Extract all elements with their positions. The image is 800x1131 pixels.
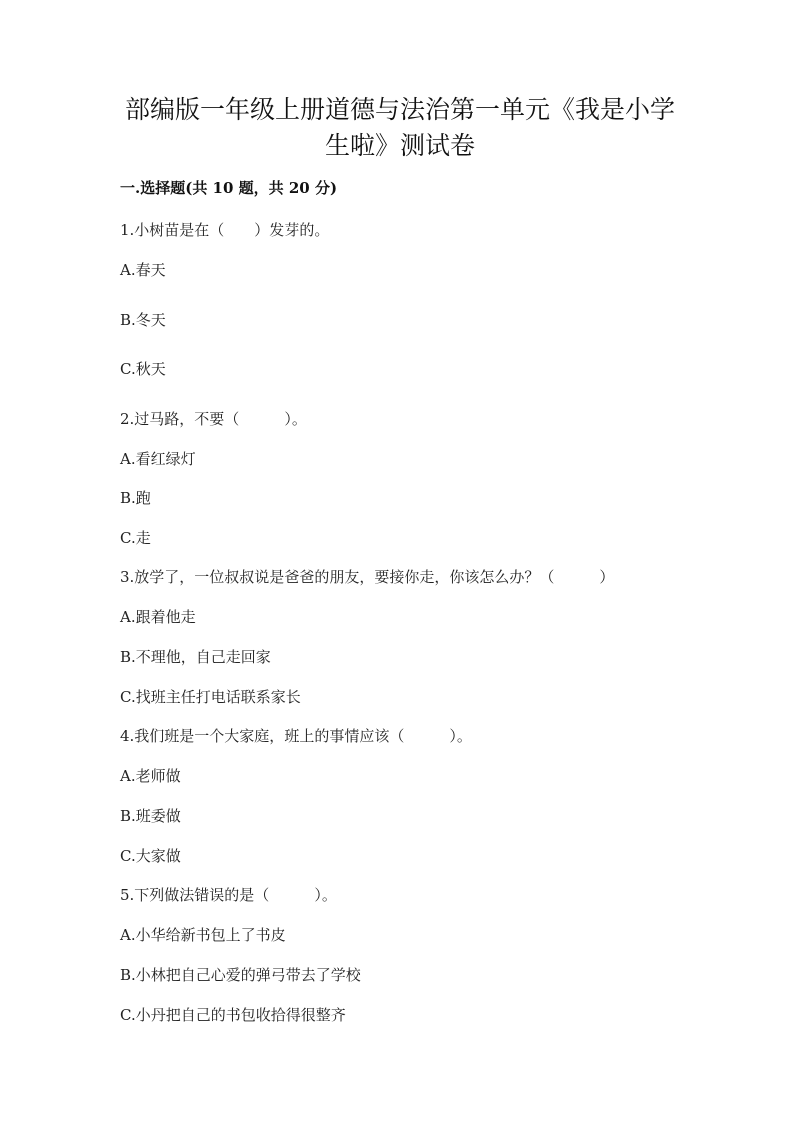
option-item: A.小华给新书包上了书皮 xyxy=(120,926,286,944)
question-stem: 3.放学了，一位叔叔说是爸爸的朋友，要接你走，你该怎么办？（ ） xyxy=(120,568,615,586)
option-item: B.冬天 xyxy=(120,311,166,329)
option-item: B.跑 xyxy=(120,489,151,507)
option-item: A.春天 xyxy=(120,261,166,279)
option-item: A.跟着他走 xyxy=(120,608,196,626)
question-stem: 1.小树苗是在（ ）发芽的。 xyxy=(120,221,330,239)
question-stem: 4.我们班是一个大家庭，班上的事情应该（ ）。 xyxy=(120,727,472,745)
question-stem: 5.下列做法错误的是（ ）。 xyxy=(120,886,337,904)
option-item: C.大家做 xyxy=(120,847,181,865)
title-line-2: 生啦》测试卷 xyxy=(324,131,475,160)
document-title xyxy=(100,92,700,164)
option-item: A.看红绿灯 xyxy=(120,450,196,468)
option-item: C.小丹把自己的书包收拾得很整齐 xyxy=(120,1006,346,1024)
option-item: C.秋天 xyxy=(120,360,166,378)
option-item: A.老师做 xyxy=(120,767,181,785)
section-heading: 一.选择题(共 10 题，共 20 分) xyxy=(120,179,338,197)
title-line-1: 部编版一年级上册道德与法治第一单元《我是小学 xyxy=(124,95,675,124)
option-item: B.班委做 xyxy=(120,807,181,825)
question-stem: 2.过马路，不要（ ）。 xyxy=(120,410,307,428)
option-item: B.不理他，自己走回家 xyxy=(120,648,271,666)
option-item: C.走 xyxy=(120,529,151,547)
option-item: B.小林把自己心爱的弹弓带去了学校 xyxy=(120,966,361,984)
option-item: C.找班主任打电话联系家长 xyxy=(120,688,301,706)
